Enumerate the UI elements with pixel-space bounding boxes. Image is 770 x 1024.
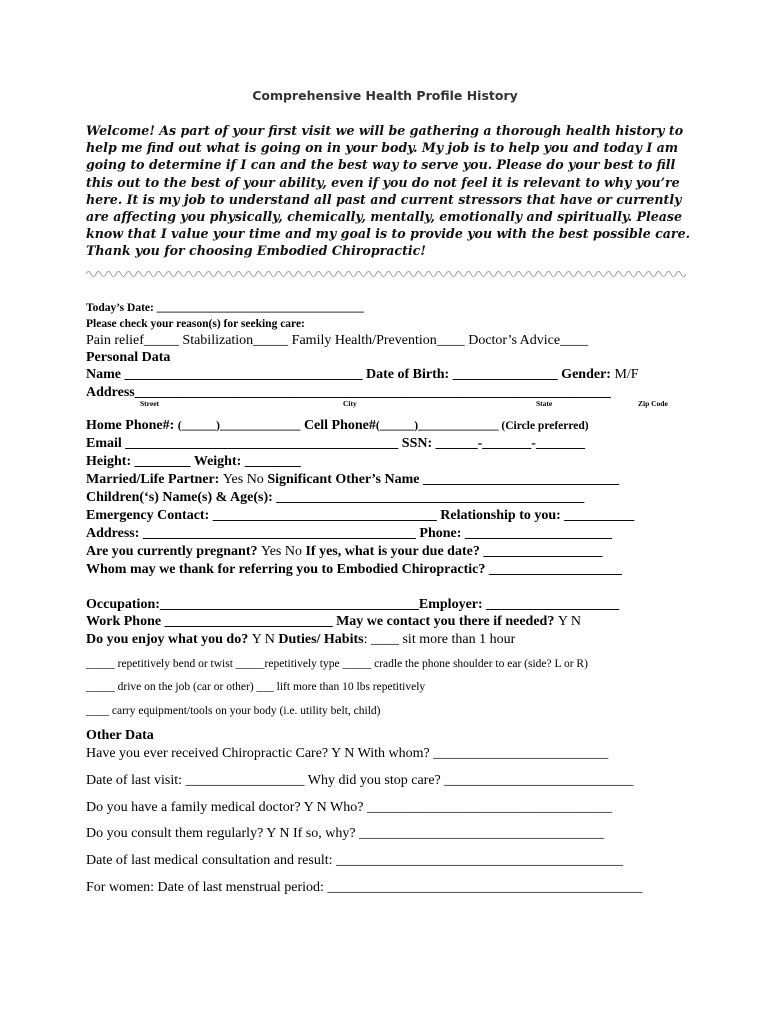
enjoy-row — [86, 631, 515, 648]
occupation-employer-field[interactable]: Occupation:_____________________________________Employer: ___________________ — [86, 597, 620, 612]
due-date-field[interactable]: If yes, what is your due date? _________________ — [305, 544, 603, 559]
significant-other-field[interactable]: Significant Other’s Name ____________________________ — [267, 472, 619, 487]
referral-field[interactable]: Whom may we thank for referring you to Embodied Chiropractic? ___________________ — [86, 562, 622, 577]
last-visit-field[interactable]: Date of last visit: _________________ Why did you stop care? ___________________________ — [86, 773, 634, 788]
habit-sit[interactable]: : ____ sit more than 1 hour — [363, 632, 516, 647]
enjoy-label: Do you enjoy what you do? — [86, 632, 249, 647]
address-city-label: City — [343, 399, 357, 408]
name-dob-gender-row — [86, 366, 639, 383]
last-medical-consultation-field[interactable]: Date of last medical consultation and result: _________________________________________ — [86, 853, 623, 868]
home-phone-label: Home Phone#: — [86, 418, 175, 433]
reason-options[interactable]: Pain relief_____ Stabilization_____ Family Health/Prevention____ Doctor’s Advice____ — [86, 333, 589, 348]
habits-row-3[interactable]: ____ carry equipment/tools on your body (i.e. utility belt, child) — [86, 705, 381, 717]
phone-row — [86, 417, 589, 435]
duties-label: Duties/ Habits — [278, 632, 364, 647]
partner-label: Married/Life Partner: — [86, 472, 220, 487]
habits-row-2[interactable]: _____ drive on the job (car or other) ___ lift more than 10 lbs repetitively — [86, 681, 426, 693]
pregnant-row — [86, 543, 602, 560]
pregnant-yes-no[interactable]: Yes No — [261, 544, 302, 559]
home-phone-field[interactable]: (______)______________ — [177, 420, 301, 432]
partner-yes-no[interactable]: Yes No — [222, 472, 264, 487]
email-ssn-field[interactable]: Email _______________________________________ SSN: ______-_______-_______ — [86, 436, 585, 451]
welcome-paragraph: Welcome! As part of your first visit we will be gathering a thorough health history to help me find out what is going on in your body. My job is to help you and today I am going to determine if I can and the best way to serve you. Please do your best to fill this out to the best of your ability, even if you do not feel it is relevant to why you’re here. It is my job to understand all past and current stressors that have or currently are affecting you physically, chemically, mentally, emotionally and spiritually. Please know that I value your time and my goal is to provide you with the best possible care. Thank you for choosing Embodied Chiropractic! — [86, 123, 690, 259]
children-field[interactable]: Children(‘s) Name(s) & Age(s): ____________________________________________ — [86, 490, 585, 505]
address-field[interactable]: Address____________________________________________________________________ — [86, 385, 611, 400]
menstrual-period-field[interactable]: For women: Date of last menstrual period: _____________________________________________ — [86, 880, 643, 895]
todays-date-field[interactable]: Today’s Date: ____________________________________ — [86, 302, 364, 314]
consult-regularly-field[interactable]: Do you consult them regularly? Y N If so, why? ___________________________________ — [86, 826, 605, 841]
cell-phone-field[interactable]: (______)______________ (Circle preferred) — [375, 420, 589, 432]
address-street-label: Street — [140, 399, 160, 408]
partner-row — [86, 471, 619, 488]
address-zip-label: Zip Code — [638, 399, 668, 408]
other-data-heading: Other Data — [86, 728, 154, 743]
address-state-label: State — [536, 399, 553, 408]
habits-row-1[interactable]: _____ repetitively bend or twist _____repetitively type _____ cradle the phone shoulder to ear (side? L or R) — [86, 658, 588, 670]
height-weight-field[interactable]: Height: ________ Weight: ________ — [86, 454, 301, 469]
contact-yes-no[interactable]: Y N — [557, 614, 582, 629]
wavy-divider — [86, 268, 686, 280]
enjoy-yes-no[interactable]: Y N — [251, 632, 275, 647]
reason-heading: Please check your reason(s) for seeking care: — [86, 318, 305, 330]
chiropractic-care-field[interactable]: Have you ever received Chiropractic Care? Y N With whom? _________________________ — [86, 746, 609, 761]
gender-options[interactable]: M/F — [614, 367, 639, 382]
emergency-contact-field[interactable]: Emergency Contact: ________________________________ Relationship to you: __________ — [86, 508, 635, 523]
family-doctor-field[interactable]: Do you have a family medical doctor? Y N Who? ___________________________________ — [86, 800, 612, 815]
page-title: Comprehensive Health Profile History — [252, 88, 518, 103]
personal-data-heading: Personal Data — [86, 350, 171, 365]
name-dob-field[interactable]: Name __________________________________ Date of Birth: _______________ Gender: — [86, 367, 611, 382]
work-phone-field[interactable]: Work Phone ________________________ May we contact you there if needed? — [86, 614, 555, 629]
work-phone-row — [86, 613, 581, 630]
emergency-address-field[interactable]: Address: _______________________________________ Phone: _____________________ — [86, 526, 612, 541]
pregnant-label: Are you currently pregnant? — [86, 544, 258, 559]
cell-phone-label: Cell Phone# — [303, 418, 376, 433]
